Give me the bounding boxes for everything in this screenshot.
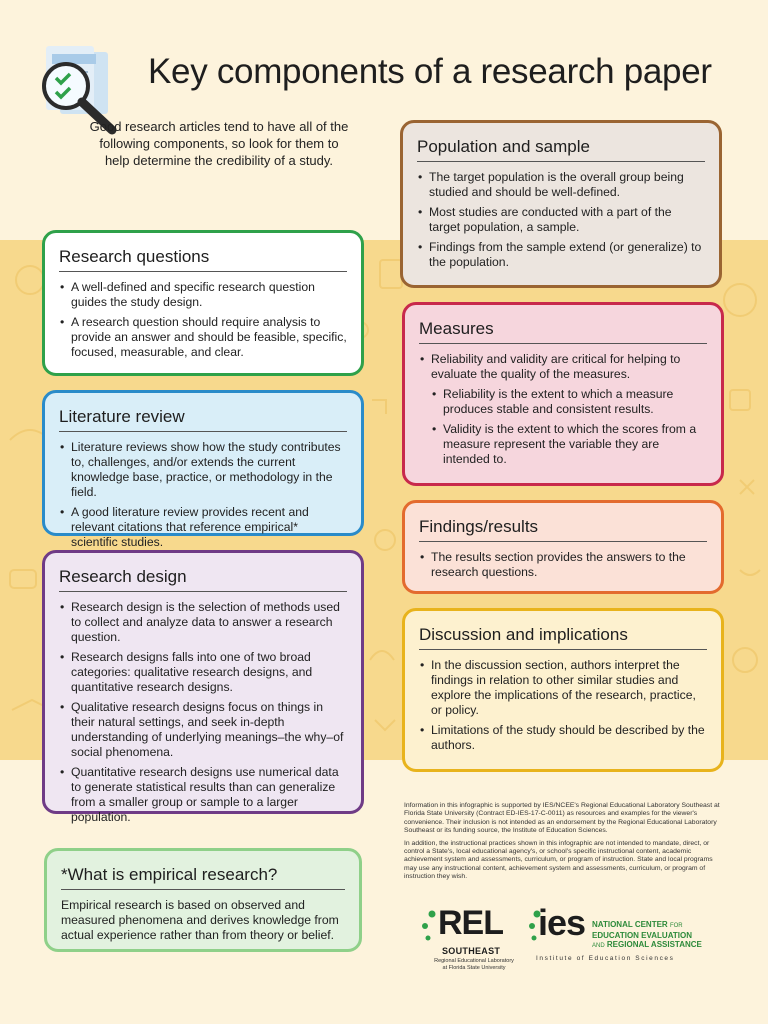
disclaimer [404, 802, 722, 886]
list-item: • Qualitative research designs focus on things in their natural settings, and seek in-depth understanding of underlying meanings–the why–of social phenomena. [59, 700, 347, 760]
ies-name-line: NATIONAL CENTER [592, 920, 668, 929]
card-research-questions [42, 230, 364, 376]
bullet-list [417, 170, 705, 270]
list-item: • Limitations of the study should be described by the authors. [419, 723, 707, 753]
list-item: • Most studies are conducted with a part of the target population, a sample. [417, 205, 705, 235]
list-item: • A good literature review provides recent and relevant citations that reference empirical* scientific studies. [59, 505, 347, 550]
list-item: • A research question should require analysis to provide an answer and should be feasible, specific, focused, measurable, and clear. [59, 315, 347, 360]
intro-text: Good research articles tend to have all of the following components, so look for them to help determine the credibility of a study. [89, 119, 349, 168]
rel-logo-caption: Regional Educational Laboratory at Florida State University [434, 958, 514, 971]
rel-dots-icon [420, 910, 436, 950]
disclaimer-paragraph: Information in this infographic is supported by IES/NCEE's Regional Educational Laboratory Southeast at Florida State University (Contract ED-IES-17-C-0011) as resources and examples for the viewer's convenience. Their inclusion is not intended as an endorsement by the Regional Educational Laboratory Southeast or its funding source, the Institute of Education Sciences. [404, 802, 720, 835]
card-heading: Research design [59, 567, 347, 592]
disclaimer-paragraph: In addition, the instructional practices shown in this infographic are not intended to mandate, direct, or control a State's, local educational agency's, or school's specific instructional content, academic achievement system and assessments, curriculum, or program of instruction. State and local programs may use any instructional content, achievement system and assessments, curriculum, or program of instruction they wish. [404, 839, 713, 881]
list-item: • The target population is the overall group being studied and should be well-defined. [417, 170, 705, 200]
card-empirical-research [44, 848, 362, 952]
card-heading: Research questions [59, 247, 347, 272]
ies-name-line: EDUCATION EVALUATION [592, 931, 692, 940]
card-heading: Literature review [59, 407, 347, 432]
rel-logo-subtitle: SOUTHEAST [442, 946, 501, 956]
rel-logo: REL [438, 904, 503, 942]
list-item: • Reliability is the extent to which a measure produces stable and consistent results. [419, 387, 707, 417]
bullet-list [419, 352, 707, 467]
card-heading: Population and sample [417, 137, 705, 162]
ies-name-for: FOR [669, 923, 683, 929]
list-item: • The results section provides the answers to the research questions. [419, 550, 707, 580]
logos [420, 904, 720, 984]
card-population-sample [400, 120, 722, 288]
bullet-list [419, 658, 707, 753]
list-item: • Findings from the sample extend (or generalize) to the population. [417, 240, 705, 270]
card-literature-review [42, 390, 364, 549]
list-item: • Reliability and validity are critical for helping to evaluate the quality of the measures. [419, 352, 707, 382]
bullet-list [59, 600, 347, 825]
list-item: • Research design is the selection of methods used to collect and analyze data to answer a research question. [59, 600, 347, 645]
ies-institute: Institute of Education Sciences [536, 955, 675, 962]
list-item: • Quantitative research designs use numerical data to generate statistical results than can generalize from a smaller group or sample to a larger population. [59, 765, 347, 825]
card-heading: Measures [419, 319, 707, 344]
list-item: • Literature reviews show how the study contributes to, challenges, and/or extends the current knowledge base, practice, or methodology in the field. [59, 440, 347, 500]
card-research-design [42, 550, 364, 824]
list-item: • Research designs falls into one of two broad categories: qualitative research designs, and quantitative research designs. [59, 650, 347, 695]
card-measures [402, 302, 724, 486]
bullet-list [59, 440, 347, 550]
bullet-list [419, 550, 707, 580]
list-item: • Validity is the extent to which the scores from a measure represent the variable they are intended to. [419, 422, 707, 467]
ies-name-and: AND [592, 943, 605, 949]
page-title: Key components of a research paper [148, 52, 712, 91]
bullet-list [59, 280, 347, 360]
ies-name-line: REGIONAL ASSISTANCE [606, 940, 702, 949]
list-item: • In the discussion section, authors interpret the findings in relation to other similar studies and explore the implications of the research, practice, or policy. [419, 658, 707, 718]
card-findings-results [402, 500, 724, 594]
card-heading: Discussion and implications [419, 625, 707, 650]
ies-logo: ies [538, 902, 586, 943]
card-discussion-implications [402, 608, 724, 772]
card-heading: Findings/results [419, 517, 707, 542]
list-item: • A well-defined and specific research question guides the study design. [59, 280, 347, 310]
ies-center-name [592, 920, 722, 951]
card-text: Empirical research is based on observed and measured phenomena and derives knowledge from actual experience rather than from theory or belief. [61, 898, 339, 942]
card-heading: *What is empirical research? [61, 865, 345, 890]
